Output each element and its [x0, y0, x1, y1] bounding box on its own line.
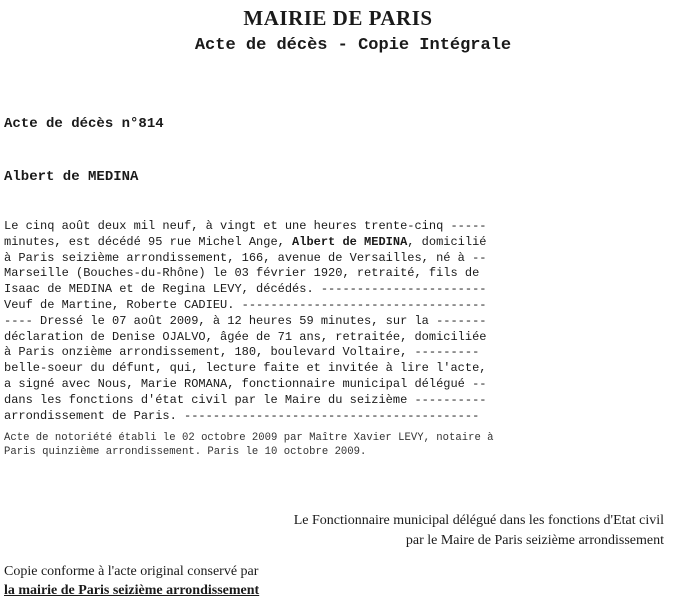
notoriety-line: Paris quinzième arrondissement. Paris le 10 octobre 2009. — [4, 446, 367, 458]
body-name-bold: Albert de MEDINA — [292, 234, 408, 249]
body-line: belle-soeur du défunt, qui, lecture faite et invitée à lire l'acte, — [4, 361, 487, 376]
body-line: ---- Dressé le 07 août 2009, à 12 heures 59 minutes, sur la ------- — [4, 313, 487, 328]
deceased-name: Albert de MEDINA — [4, 169, 139, 185]
act-number: Acte de décès n°814 — [4, 116, 164, 132]
body-line: , domicilié — [407, 234, 487, 249]
body-line: déclaration de Denise OJALVO, âgée de 71 ans, retraitée, domiciliée — [4, 329, 487, 344]
body-line: arrondissement de Paris. ----------------------------------------- — [4, 408, 480, 423]
issuing-mairie: la mairie de Paris seizième arrondissement — [4, 583, 260, 598]
body-line: minutes, est décédé 95 rue Michel Ange, — [4, 234, 293, 249]
conforme-line: Copie conforme à l'acte original conservé par — [4, 564, 259, 579]
certified-copy-note — [4, 562, 259, 600]
signature-block — [294, 511, 664, 551]
signature-line: par le Maire de Paris seizième arrondissement — [405, 533, 664, 548]
document-subtitle: Acte de décès - Copie Intégrale — [194, 36, 512, 55]
body-line: Veuf de Martine, Roberte CADIEU. ---------------------------------- — [4, 297, 487, 312]
body-line: dans les fonctions d'état civil par le Maire du seizième ---------- — [4, 392, 487, 407]
body-line: Isaac de MEDINA et de Regina LEVY, décédés. ----------------------- — [4, 282, 487, 297]
body-line: Le cinq août deux mil neuf, à vingt et une heures trente-cinq ----- — [4, 219, 487, 233]
act-body — [4, 219, 664, 424]
body-line: à Paris seizième arrondissement, 166, avenue de Versailles, né à -- — [4, 250, 487, 265]
body-line: à Paris onzième arrondissement, 180, boulevard Voltaire, --------- — [4, 345, 480, 360]
document-title: MAIRIE DE PARIS — [243, 6, 433, 30]
body-line: Marseille (Bouches-du-Rhône) le 03 février 1920, retraité, fils de — [4, 266, 480, 281]
signature-line: Le Fonctionnaire municipal délégué dans les fonctions d'Etat civil — [293, 513, 664, 528]
body-line: a signé avec Nous, Marie ROMANA, fonctionnaire municipal délégué -- — [4, 376, 487, 391]
notoriety-note — [4, 431, 664, 459]
notoriety-line: Acte de notoriété établi le 02 octobre 2009 par Maître Xavier LEVY, notaire à — [4, 432, 494, 444]
